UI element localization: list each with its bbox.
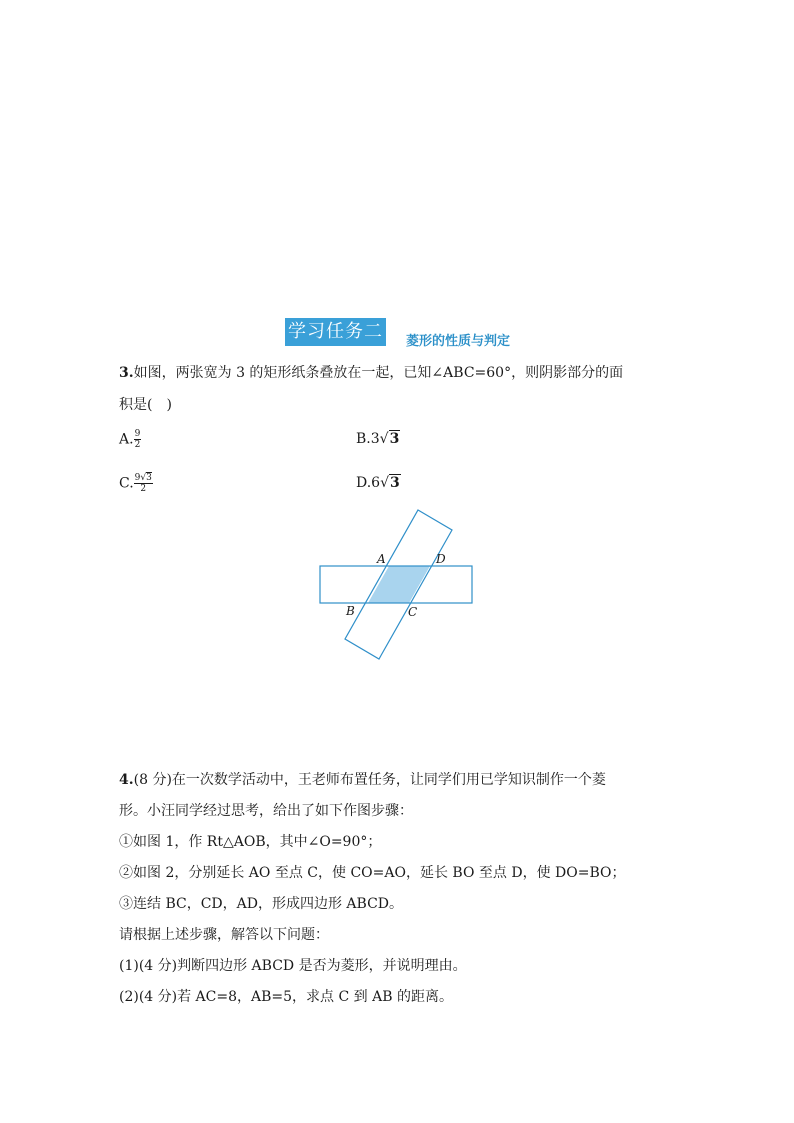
q4-line1 — [119, 770, 606, 790]
q4-number: 4. — [119, 772, 134, 788]
label-d: D — [436, 552, 446, 566]
option-d-radicand: 3 — [390, 475, 400, 491]
q3-option-a — [119, 429, 141, 450]
sqrt-sign: √3 — [379, 431, 400, 447]
q3-line1 — [119, 363, 623, 383]
q4-text-line1: (8 分)在一次数学活动中，王老师布置任务，让同学们用已学知识制作一个菱 — [133, 772, 606, 788]
q3-figure — [300, 500, 500, 670]
q3-text-line1: 如图，两张宽为 3 的矩形纸条叠放在一起，已知∠ABC=60°，则阴影部分的面 — [133, 365, 624, 381]
sqrt-sign: √3 — [380, 475, 400, 491]
q4-prompt: 请根据上述步骤，解答以下问题： — [119, 927, 329, 943]
label-b: B — [346, 604, 355, 618]
section-badge: 学习任务二 — [285, 318, 386, 346]
q3-option-c — [119, 473, 153, 494]
option-a-fraction — [134, 429, 142, 450]
option-a-denominator: 2 — [134, 440, 141, 450]
q4-step2: ②如图 2，分别延长 AO 至点 C，使 CO=AO，延长 BO 至点 D，使 DO=BO； — [119, 865, 626, 881]
q3-text-line2: 积是( ) — [119, 397, 172, 413]
q4-step1: ①如图 1，作 Rt△AOB，其中∠O=90°； — [119, 834, 382, 850]
option-c-denominator: 2 — [140, 484, 147, 494]
q4-part2: (2)(4 分)若 AC=8，AB=5，求点 C 到 AB 的距离。 — [119, 989, 453, 1005]
option-b-label: B.3 — [356, 431, 380, 447]
q3-number: 3. — [119, 365, 134, 381]
q4-text-line2: 形。小汪同学经过思考，给出了如下作图步骤： — [119, 803, 413, 819]
option-a-numerator: 9 — [134, 429, 141, 439]
q4-part1: (1)(4 分)判断四边形 ABCD 是否为菱形，并说明理由。 — [119, 958, 467, 974]
section-subtitle: 菱形的性质与判定 — [406, 334, 511, 349]
label-c: C — [408, 605, 418, 619]
q3-option-b — [356, 429, 400, 449]
option-d-label: D.6 — [356, 475, 381, 491]
option-c-label: C. — [119, 475, 134, 492]
label-a: A — [377, 552, 386, 566]
option-b-radicand: 3 — [389, 431, 400, 447]
option-c-fraction — [134, 473, 153, 494]
option-a-label: A. — [119, 431, 134, 448]
q4-step3: ③连结 BC，CD，AD，形成四边形 ABCD。 — [119, 896, 404, 912]
option-c-numerator: 9√3 — [134, 473, 152, 483]
q3-option-d — [356, 473, 401, 493]
